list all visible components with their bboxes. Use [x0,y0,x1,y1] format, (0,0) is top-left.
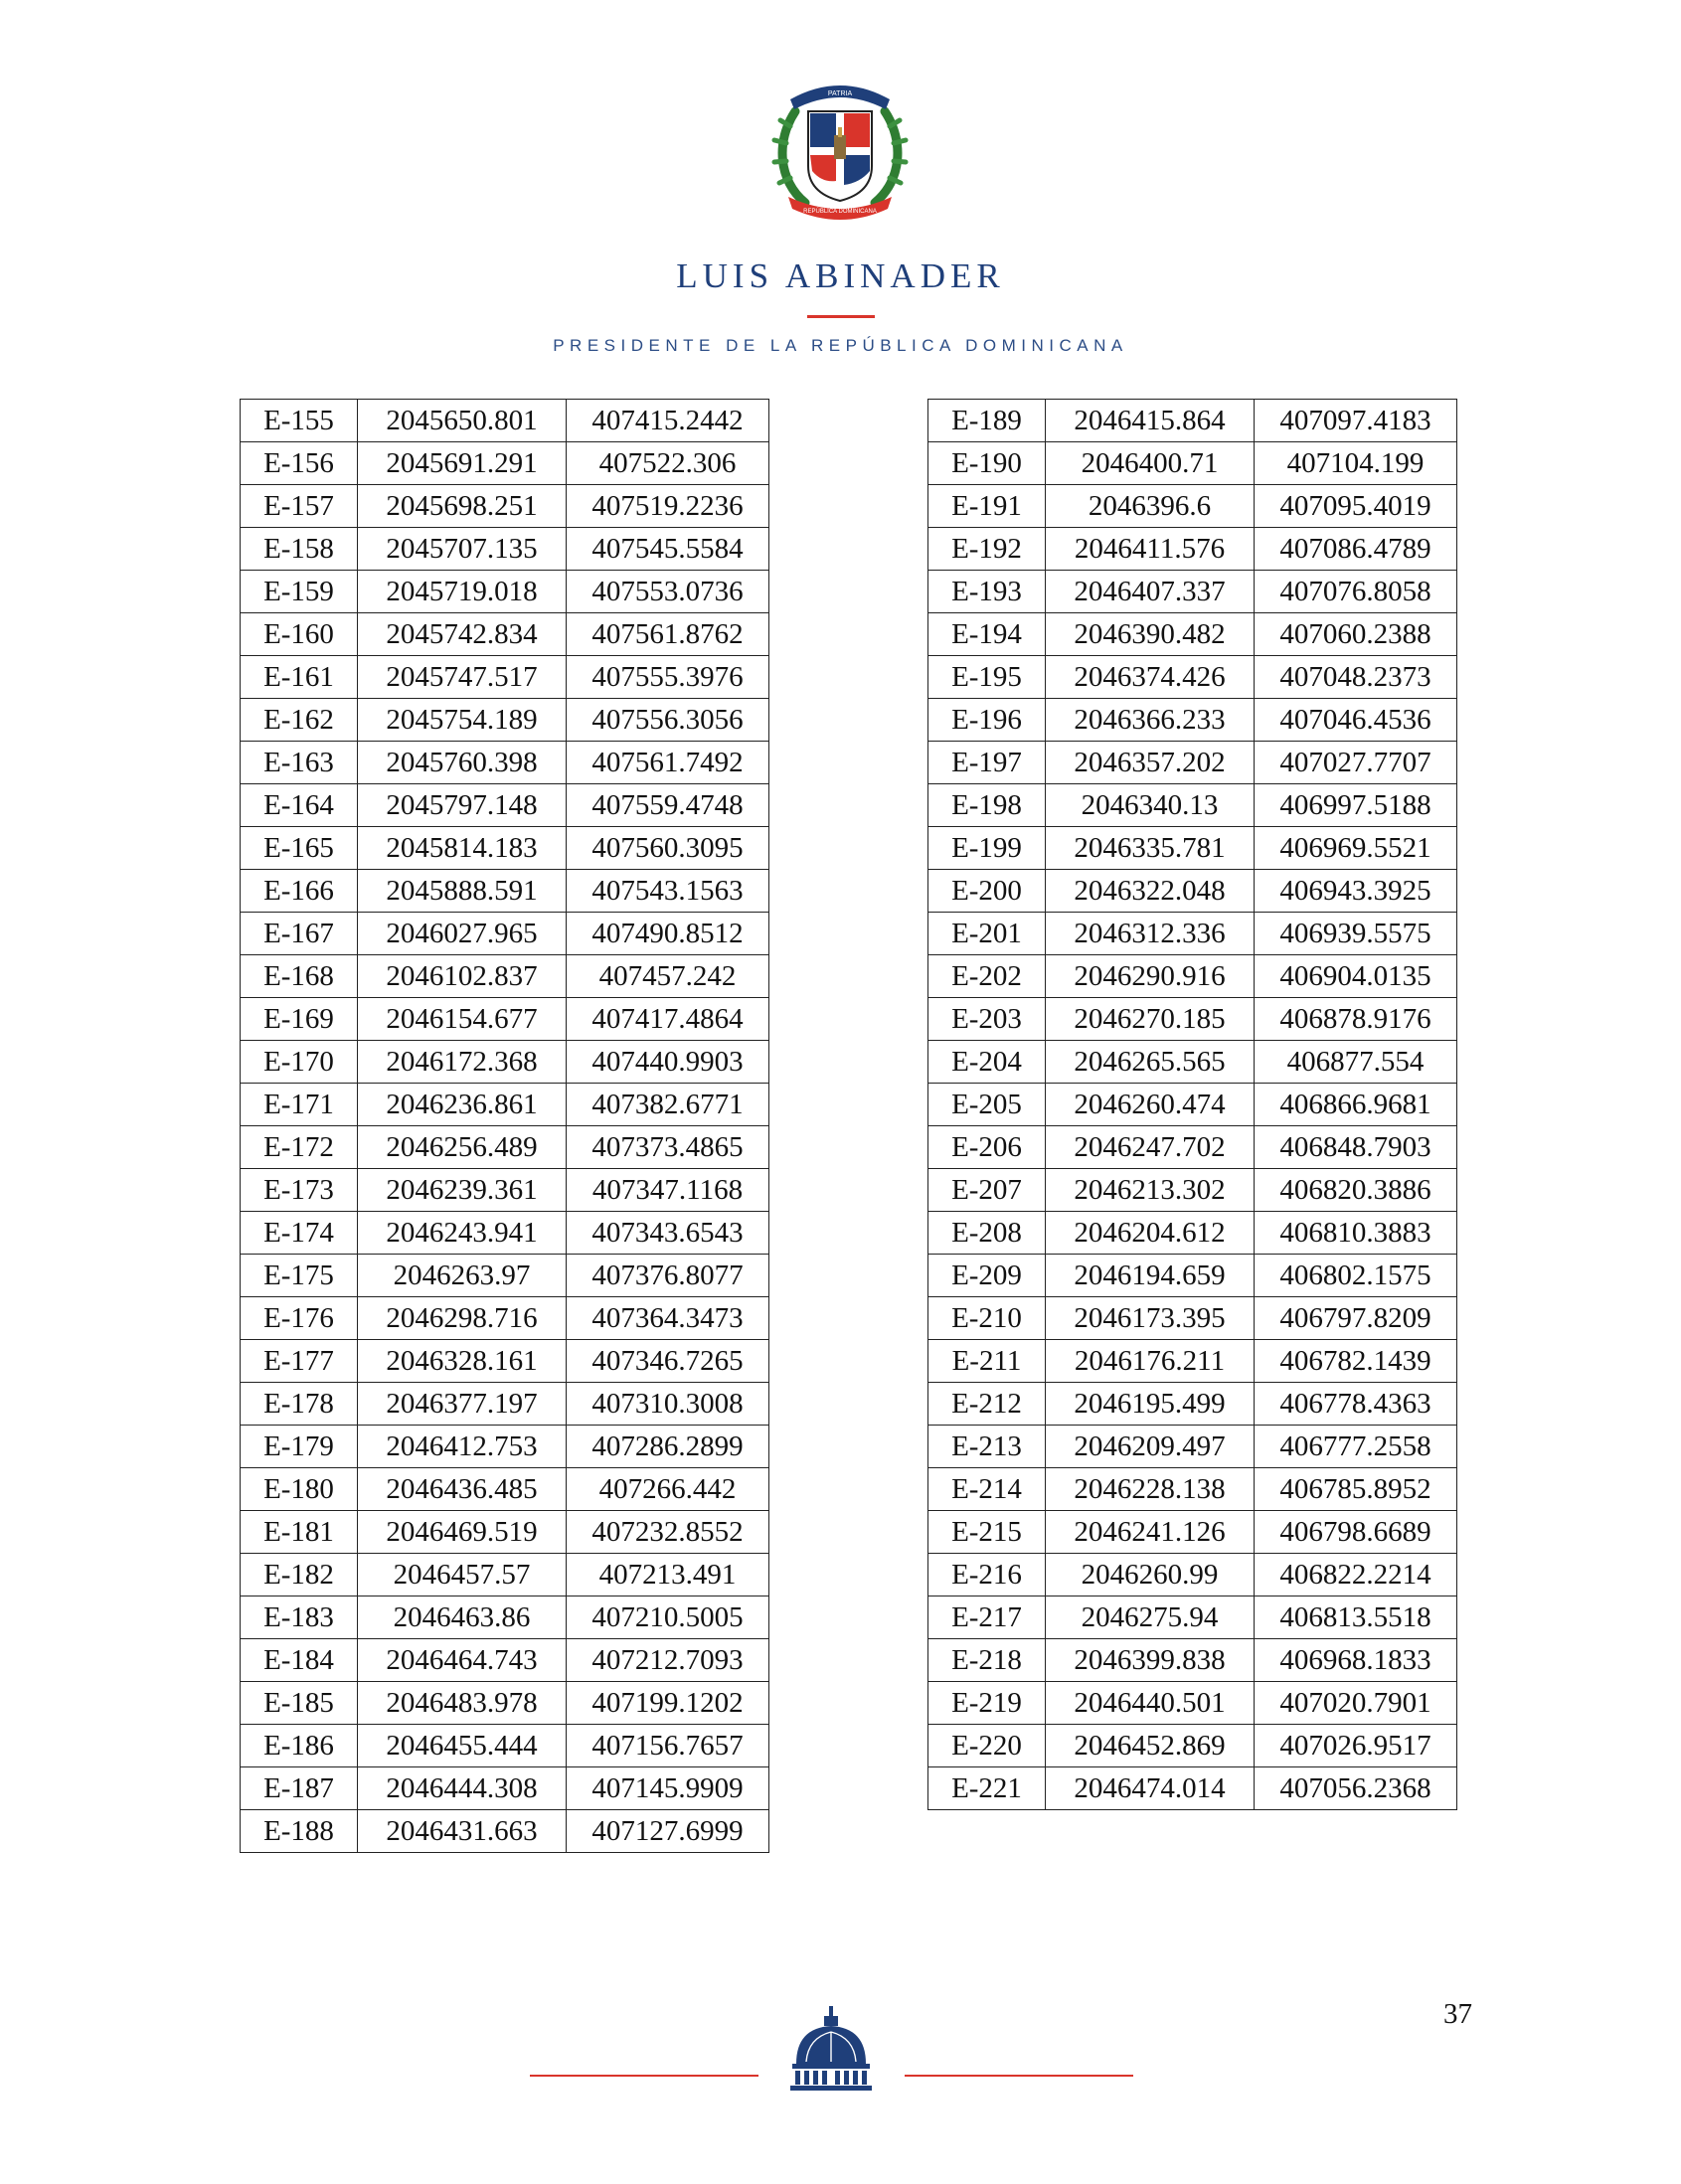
easting-cell: 407046.4536 [1255,699,1457,742]
northing-cell: 2046412.753 [358,1426,567,1468]
point-id-cell: E-169 [241,998,358,1041]
point-id-cell: E-171 [241,1084,358,1126]
northing-cell: 2046322.048 [1046,870,1255,913]
northing-cell: 2046455.444 [358,1725,567,1767]
point-id-cell: E-157 [241,485,358,528]
point-id-cell: E-158 [241,528,358,571]
easting-cell: 406813.5518 [1255,1596,1457,1639]
table-row [928,400,1457,442]
point-id-cell: E-212 [928,1383,1046,1426]
point-id-cell: E-170 [241,1041,358,1084]
table-row [928,1255,1457,1297]
point-id-cell: E-206 [928,1126,1046,1169]
table-row [241,1682,769,1725]
table-row [241,1041,769,1084]
easting-cell: 407343.6543 [567,1212,769,1255]
point-id-cell: E-197 [928,742,1046,784]
table-row [928,1554,1457,1596]
point-id-cell: E-168 [241,955,358,998]
easting-cell: 406820.3886 [1255,1169,1457,1212]
point-id-cell: E-162 [241,699,358,742]
northing-cell: 2046374.426 [1046,656,1255,699]
table-row [928,1297,1457,1340]
name-underline [807,315,875,318]
northing-cell: 2046436.485 [358,1468,567,1511]
table-row [928,1426,1457,1468]
table-row [928,1383,1457,1426]
easting-cell: 406810.3883 [1255,1212,1457,1255]
table-row [241,955,769,998]
point-id-cell: E-192 [928,528,1046,571]
table-row [241,1554,769,1596]
table-body-left [241,400,769,1853]
easting-cell: 407382.6771 [567,1084,769,1126]
footer-rule-left [530,2075,758,2077]
northing-cell: 2046173.395 [1046,1297,1255,1340]
easting-cell: 407457.242 [567,955,769,998]
northing-cell: 2046154.677 [358,998,567,1041]
point-id-cell: E-180 [241,1468,358,1511]
table-row [928,1212,1457,1255]
table-row [241,1169,769,1212]
easting-cell: 407095.4019 [1255,485,1457,528]
easting-cell: 407027.7707 [1255,742,1457,784]
point-id-cell: E-221 [928,1767,1046,1810]
easting-cell: 407519.2236 [567,485,769,528]
easting-cell: 407310.3008 [567,1383,769,1426]
point-id-cell: E-213 [928,1426,1046,1468]
point-id-cell: E-179 [241,1426,358,1468]
point-id-cell: E-194 [928,613,1046,656]
easting-cell: 407097.4183 [1255,400,1457,442]
table-row [928,1639,1457,1682]
northing-cell: 2046204.612 [1046,1212,1255,1255]
easting-cell: 406968.1833 [1255,1639,1457,1682]
northing-cell: 2046474.014 [1046,1767,1255,1810]
northing-cell: 2046209.497 [1046,1426,1255,1468]
easting-cell: 407561.8762 [567,613,769,656]
easting-cell: 407048.2373 [1255,656,1457,699]
table-row [241,784,769,827]
coat-of-arms-icon [760,72,920,221]
northing-cell: 2046298.716 [358,1297,567,1340]
easting-cell: 407076.8058 [1255,571,1457,613]
easting-cell: 406878.9176 [1255,998,1457,1041]
northing-cell: 2046265.565 [1046,1041,1255,1084]
northing-cell: 2045888.591 [358,870,567,913]
easting-cell: 406798.6689 [1255,1511,1457,1554]
table-row [928,827,1457,870]
northing-cell: 2046172.368 [358,1041,567,1084]
point-id-cell: E-163 [241,742,358,784]
table-row [928,1725,1457,1767]
northing-cell: 2046213.302 [1046,1169,1255,1212]
table-row [241,1084,769,1126]
point-id-cell: E-182 [241,1554,358,1596]
northing-cell: 2046464.743 [358,1639,567,1682]
easting-cell: 407212.7093 [567,1639,769,1682]
easting-cell: 407213.491 [567,1554,769,1596]
table-row [241,1596,769,1639]
easting-cell: 406822.2214 [1255,1554,1457,1596]
table-row [928,1468,1457,1511]
easting-cell: 407417.4864 [567,998,769,1041]
table-row [928,656,1457,699]
northing-cell: 2046256.489 [358,1126,567,1169]
table-row [928,742,1457,784]
northing-cell: 2046440.501 [1046,1682,1255,1725]
northing-cell: 2046457.57 [358,1554,567,1596]
northing-cell: 2046275.94 [1046,1596,1255,1639]
table-row [928,571,1457,613]
table-row [241,1212,769,1255]
point-id-cell: E-196 [928,699,1046,742]
northing-cell: 2046247.702 [1046,1126,1255,1169]
president-title: PRESIDENTE DE LA REPÚBLICA DOMINICANA [553,336,1128,355]
northing-cell: 2046431.663 [358,1810,567,1853]
table-row [241,1468,769,1511]
northing-cell: 2045797.148 [358,784,567,827]
easting-cell: 407286.2899 [567,1426,769,1468]
easting-cell: 406904.0135 [1255,955,1457,998]
easting-cell: 407199.1202 [567,1682,769,1725]
northing-cell: 2046444.308 [358,1767,567,1810]
easting-cell: 407490.8512 [567,913,769,955]
northing-cell: 2046328.161 [358,1340,567,1383]
table-row [241,1639,769,1682]
easting-cell: 406777.2558 [1255,1426,1457,1468]
northing-cell: 2046415.864 [1046,400,1255,442]
point-id-cell: E-195 [928,656,1046,699]
point-id-cell: E-160 [241,613,358,656]
easting-cell: 407543.1563 [567,870,769,913]
northing-cell: 2045742.834 [358,613,567,656]
president-name: LUIS ABINADER [676,256,1005,295]
easting-cell: 407020.7901 [1255,1682,1457,1725]
northing-cell: 2046399.838 [1046,1639,1255,1682]
point-id-cell: E-166 [241,870,358,913]
table-row [928,442,1457,485]
easting-cell: 406782.1439 [1255,1340,1457,1383]
northing-cell: 2046407.337 [1046,571,1255,613]
northing-cell: 2046463.86 [358,1596,567,1639]
northing-cell: 2046390.482 [1046,613,1255,656]
easting-cell: 407145.9909 [567,1767,769,1810]
table-row [241,827,769,870]
easting-cell: 406785.8952 [1255,1468,1457,1511]
easting-cell: 407560.3095 [567,827,769,870]
table-row [241,571,769,613]
northing-cell: 2046335.781 [1046,827,1255,870]
easting-cell: 407555.3976 [567,656,769,699]
easting-cell: 407556.3056 [567,699,769,742]
easting-cell: 407559.4748 [567,784,769,827]
table-row [241,1383,769,1426]
table-row [241,913,769,955]
easting-cell: 407210.5005 [567,1596,769,1639]
northing-cell: 2046483.978 [358,1682,567,1725]
easting-cell: 407522.306 [567,442,769,485]
table-row [928,485,1457,528]
easting-cell: 407440.9903 [567,1041,769,1084]
easting-cell: 407056.2368 [1255,1767,1457,1810]
northing-cell: 2045691.291 [358,442,567,485]
footer-rule-right [905,2075,1133,2077]
point-id-cell: E-167 [241,913,358,955]
point-id-cell: E-202 [928,955,1046,998]
northing-cell: 2045719.018 [358,571,567,613]
northing-cell: 2045707.135 [358,528,567,571]
point-id-cell: E-173 [241,1169,358,1212]
table-row [241,656,769,699]
table-row [241,485,769,528]
table-row [241,742,769,784]
table-row [241,1725,769,1767]
point-id-cell: E-205 [928,1084,1046,1126]
northing-cell: 2046176.211 [1046,1340,1255,1383]
point-id-cell: E-187 [241,1767,358,1810]
point-id-cell: E-165 [241,827,358,870]
table-row [241,1297,769,1340]
northing-cell: 2045760.398 [358,742,567,784]
table-row [928,1596,1457,1639]
table-row [241,699,769,742]
table-row [241,400,769,442]
table-row [928,1041,1457,1084]
motto-text: PATRIA [827,90,853,97]
table-row [928,998,1457,1041]
point-id-cell: E-207 [928,1169,1046,1212]
northing-cell: 2045814.183 [358,827,567,870]
easting-cell: 406866.9681 [1255,1084,1457,1126]
easting-cell: 407415.2442 [567,400,769,442]
table-row [928,1126,1457,1169]
point-id-cell: E-216 [928,1554,1046,1596]
point-id-cell: E-156 [241,442,358,485]
table-row [241,870,769,913]
easting-cell: 407376.8077 [567,1255,769,1297]
point-id-cell: E-186 [241,1725,358,1767]
point-id-cell: E-217 [928,1596,1046,1639]
northing-cell: 2046469.519 [358,1511,567,1554]
table-row [241,1810,769,1853]
table-row [928,699,1457,742]
table-row [928,955,1457,998]
point-id-cell: E-198 [928,784,1046,827]
northing-cell: 2046396.6 [1046,485,1255,528]
table-row [241,1511,769,1554]
point-id-cell: E-174 [241,1212,358,1255]
coordinates-table-left [240,399,769,1853]
table-body-right [928,400,1457,1810]
table-row [241,1767,769,1810]
point-id-cell: E-204 [928,1041,1046,1084]
easting-cell: 407060.2388 [1255,613,1457,656]
point-id-cell: E-181 [241,1511,358,1554]
easting-cell: 406939.5575 [1255,913,1457,955]
point-id-cell: E-220 [928,1725,1046,1767]
point-id-cell: E-201 [928,913,1046,955]
table-row [241,613,769,656]
table-row [928,528,1457,571]
point-id-cell: E-159 [241,571,358,613]
coordinates-table-right [927,399,1457,1810]
easting-cell: 406802.1575 [1255,1255,1457,1297]
northing-cell: 2046340.13 [1046,784,1255,827]
northing-cell: 2046400.71 [1046,442,1255,485]
northing-cell: 2046102.837 [358,955,567,998]
point-id-cell: E-203 [928,998,1046,1041]
point-id-cell: E-178 [241,1383,358,1426]
table-row [928,1511,1457,1554]
easting-cell: 407373.4865 [567,1126,769,1169]
easting-cell: 406848.7903 [1255,1126,1457,1169]
table-row [928,1682,1457,1725]
northing-cell: 2046194.659 [1046,1255,1255,1297]
table-row [241,528,769,571]
northing-cell: 2046228.138 [1046,1468,1255,1511]
northing-cell: 2046357.202 [1046,742,1255,784]
easting-cell: 407553.0736 [567,571,769,613]
point-id-cell: E-208 [928,1212,1046,1255]
easting-cell: 406797.8209 [1255,1297,1457,1340]
table-row [928,1169,1457,1212]
table-row [928,613,1457,656]
easting-cell: 407104.199 [1255,442,1457,485]
easting-cell: 407156.7657 [567,1725,769,1767]
point-id-cell: E-175 [241,1255,358,1297]
easting-cell: 406997.5188 [1255,784,1457,827]
point-id-cell: E-190 [928,442,1046,485]
northing-cell: 2046411.576 [1046,528,1255,571]
northing-cell: 2046290.916 [1046,955,1255,998]
table-row [928,913,1457,955]
country-ribbon-text: REPÚBLICA DOMINICANA [803,209,877,215]
point-id-cell: E-177 [241,1340,358,1383]
northing-cell: 2046027.965 [358,913,567,955]
point-id-cell: E-210 [928,1297,1046,1340]
table-row [241,442,769,485]
northing-cell: 2045747.517 [358,656,567,699]
table-row [241,1340,769,1383]
point-id-cell: E-209 [928,1255,1046,1297]
northing-cell: 2046241.126 [1046,1511,1255,1554]
point-id-cell: E-172 [241,1126,358,1169]
point-id-cell: E-193 [928,571,1046,613]
table-row [928,1767,1457,1810]
northing-cell: 2046452.869 [1046,1725,1255,1767]
northing-cell: 2046243.941 [358,1212,567,1255]
easting-cell: 406943.3925 [1255,870,1457,913]
page-number: 37 [1443,1998,1472,2030]
easting-cell: 406877.554 [1255,1041,1457,1084]
northing-cell: 2046377.197 [358,1383,567,1426]
point-id-cell: E-189 [928,400,1046,442]
easting-cell: 407086.4789 [1255,528,1457,571]
table-row [928,1084,1457,1126]
table-row [928,870,1457,913]
point-id-cell: E-185 [241,1682,358,1725]
point-id-cell: E-218 [928,1639,1046,1682]
point-id-cell: E-164 [241,784,358,827]
easting-cell: 407127.6999 [567,1810,769,1853]
easting-cell: 407232.8552 [567,1511,769,1554]
northing-cell: 2046195.499 [1046,1383,1255,1426]
northing-cell: 2046270.185 [1046,998,1255,1041]
point-id-cell: E-214 [928,1468,1046,1511]
easting-cell: 407266.442 [567,1468,769,1511]
table-row [241,1255,769,1297]
northing-cell: 2046260.99 [1046,1554,1255,1596]
point-id-cell: E-188 [241,1810,358,1853]
easting-cell: 407561.7492 [567,742,769,784]
table-row [241,998,769,1041]
point-id-cell: E-200 [928,870,1046,913]
point-id-cell: E-155 [241,400,358,442]
easting-cell: 406778.4363 [1255,1383,1457,1426]
point-id-cell: E-191 [928,485,1046,528]
easting-cell: 407346.7265 [567,1340,769,1383]
table-row [241,1126,769,1169]
northing-cell: 2046236.861 [358,1084,567,1126]
easting-cell: 407026.9517 [1255,1725,1457,1767]
table-row [928,784,1457,827]
point-id-cell: E-199 [928,827,1046,870]
northing-cell: 2045650.801 [358,400,567,442]
point-id-cell: E-211 [928,1340,1046,1383]
northing-cell: 2046263.97 [358,1255,567,1297]
northing-cell: 2046366.233 [1046,699,1255,742]
table-row [241,1426,769,1468]
northing-cell: 2046260.474 [1046,1084,1255,1126]
northing-cell: 2046312.336 [1046,913,1255,955]
easting-cell: 406969.5521 [1255,827,1457,870]
northing-cell: 2045698.251 [358,485,567,528]
easting-cell: 407364.3473 [567,1297,769,1340]
easting-cell: 407347.1168 [567,1169,769,1212]
table-row [928,1340,1457,1383]
point-id-cell: E-176 [241,1297,358,1340]
point-id-cell: E-183 [241,1596,358,1639]
point-id-cell: E-161 [241,656,358,699]
northing-cell: 2045754.189 [358,699,567,742]
point-id-cell: E-184 [241,1639,358,1682]
easting-cell: 407545.5584 [567,528,769,571]
point-id-cell: E-215 [928,1511,1046,1554]
point-id-cell: E-219 [928,1682,1046,1725]
palace-dome-icon [786,2006,876,2092]
northing-cell: 2046239.361 [358,1169,567,1212]
